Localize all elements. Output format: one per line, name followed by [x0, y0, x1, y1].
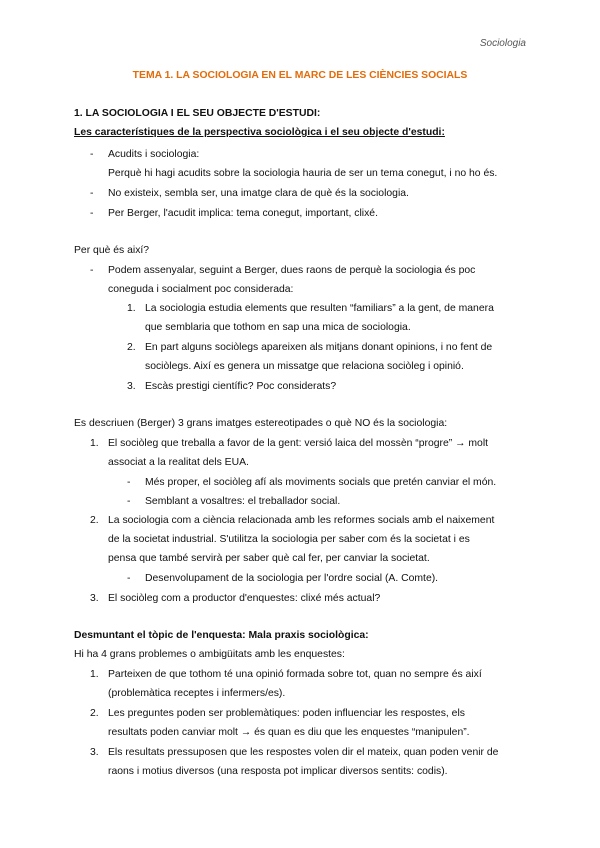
sub-bullet: Semblant a vosaltres: el treballador social.	[145, 496, 341, 507]
list-item: pensa que també servirà per saber què cal fer, per canviar la societat.	[108, 553, 430, 564]
list-item: raons i motius diversos (una resposta pot implicar diversos sentits: codis).	[108, 766, 448, 777]
bullet-text: Perquè hi hagi acudits sobre la sociologia hauria de ser un tema conegut, i no ho és.	[108, 168, 498, 179]
section-subheading: Les característiques de la perspectiva sociològica i el seu objecte d'estudi:	[74, 127, 445, 138]
list-number: 2.	[90, 708, 99, 719]
bullet-dash: -	[90, 188, 94, 199]
bullet-dash: -	[90, 208, 94, 219]
list-number: 1.	[90, 438, 99, 449]
list-number: 3.	[90, 747, 99, 758]
section-heading: Desmuntant el tòpic de l'enquesta: Mala praxis sociològica:	[74, 630, 369, 641]
list-number: 2.	[90, 515, 99, 526]
list-item: Parteixen de que tothom té una opinió formada sobre tot, quan no sempre és així	[108, 669, 482, 680]
bullet-dash: -	[127, 496, 131, 507]
bullet-dash: -	[90, 149, 94, 160]
list-item: Els resultats pressuposen que les respostes volen dir el mateix, quan poden venir de	[108, 747, 499, 758]
bullet-dash: -	[90, 265, 94, 276]
list-item: La sociologia com a ciència relacionada amb les reformes socials amb el naixement	[108, 515, 495, 526]
list-number: 1.	[90, 669, 99, 680]
list-number: 2.	[127, 342, 136, 353]
list-item: Les preguntes poden ser problemàtiques: poden influenciar les respostes, els	[108, 708, 465, 719]
list-item: El sociòleg com a productor d'enquestes: clixé més actual?	[108, 593, 381, 604]
list-item: El sociòleg que treballa a favor de la gent: versió laica del mossèn “progre” → molt	[108, 438, 489, 449]
list-item: que semblaria que tothom en sap una mica de sociologia.	[145, 322, 411, 333]
list-item: En part alguns sociòlegs apareixen als mitjans donant opinions, i no fent de	[145, 342, 493, 353]
sub-bullet: Més proper, el sociòleg afí als moviments socials que pretén canviar el món.	[145, 477, 497, 488]
page-header: Sociologia	[479, 38, 526, 49]
paragraph: Hi ha 4 grans problemes o ambigüitats amb les enquestes:	[74, 649, 345, 660]
list-item: de la societat industrial. S'utilitza la sociologia per saber com és la societat i es	[108, 534, 470, 545]
list-item: (problemàtica receptes i infermers/es).	[108, 688, 286, 699]
sub-bullet: Desenvolupament de la sociologia per l'ordre social (A. Comte).	[145, 573, 439, 584]
list-item: La sociologia estudia elements que resulten “familiars” a la gent, de manera	[145, 303, 494, 314]
bullet-text: Podem assenyalar, seguint a Berger, dues raons de perquè la sociologia és poc	[108, 265, 476, 276]
list-item: associat a la realitat dels EUA.	[108, 457, 249, 468]
list-number: 1.	[127, 303, 136, 314]
bullet-text: coneguda i socialment poc considerada:	[108, 284, 294, 295]
list-number: 3.	[90, 593, 99, 604]
paragraph: Es descriuen (Berger) 3 grans imatges estereotipades o què NO és la sociologia:	[74, 418, 448, 429]
bullet-dash: -	[127, 477, 131, 488]
list-number: 3.	[127, 381, 136, 392]
bullet-text: Acudits i sociologia:	[108, 149, 200, 160]
list-item: Escàs prestigi científic? Poc considerats?	[145, 381, 337, 392]
list-item: resultats poden canviar molt → és quan es diu que les enquestes “manipulen”.	[108, 727, 470, 738]
document-title: TEMA 1. LA SOCIOLOGIA EN EL MARC DE LES CIÈNCIES SOCIALS	[132, 70, 468, 81]
bullet-text: No existeix, sembla ser, una imatge clara de què és la sociologia.	[108, 188, 409, 199]
paragraph: Per què és així?	[74, 245, 150, 256]
bullet-text: Per Berger, l'acudit implica: tema conegut, important, clixé.	[108, 208, 378, 219]
list-item: sociòlegs. Així es genera un missatge que relaciona sociòleg i opinió.	[145, 361, 464, 372]
section-heading: 1. LA SOCIOLOGIA I EL SEU OBJECTE D'ESTUDI:	[74, 108, 321, 119]
bullet-dash: -	[127, 573, 131, 584]
